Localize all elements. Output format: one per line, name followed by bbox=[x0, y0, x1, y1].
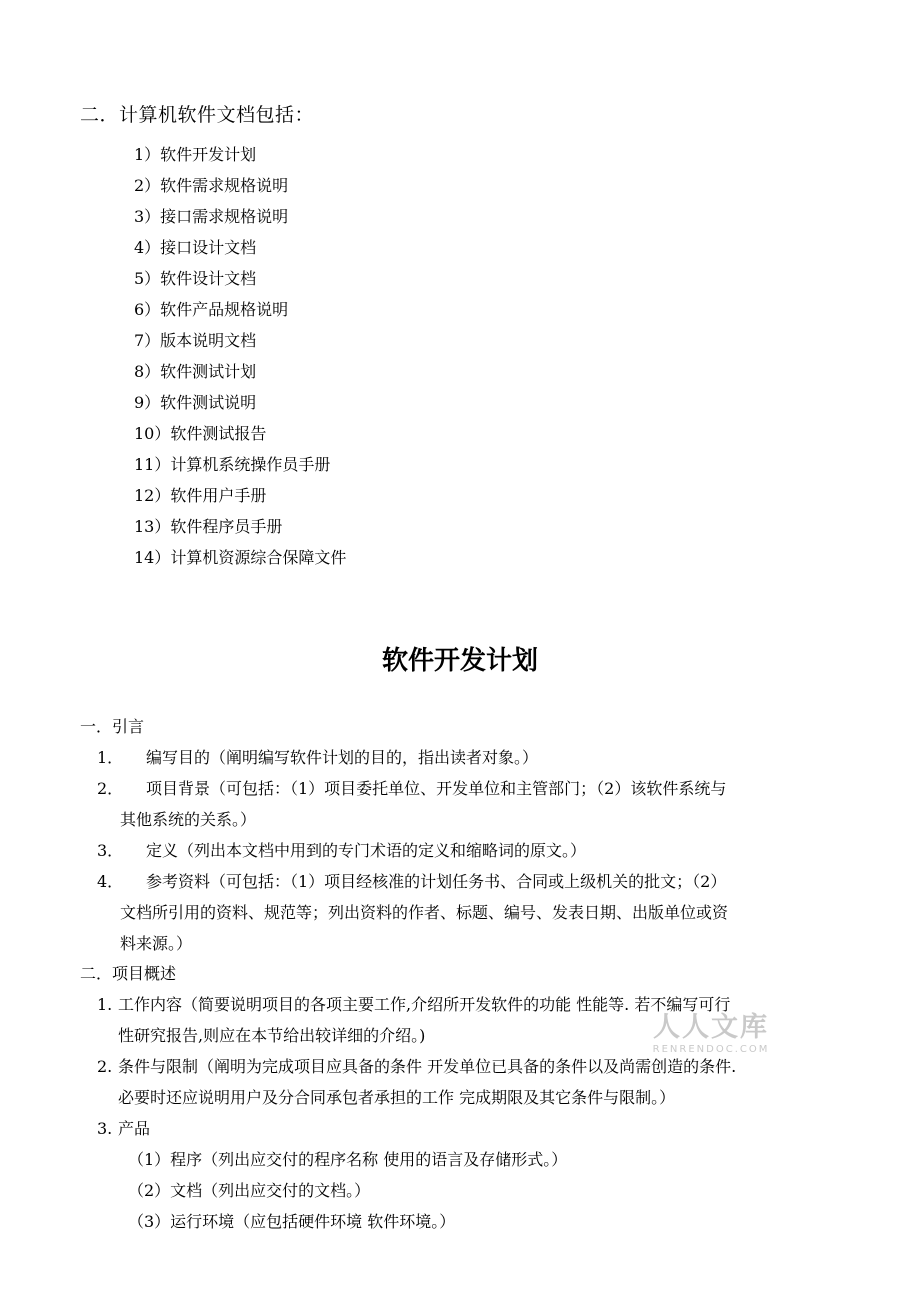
overview-item1-line1: 工作内容（简要说明项目的各项主要工作,介绍所开发软件的功能 性能等. 若不编写可行 bbox=[118, 995, 731, 1014]
intro-item1-number: 1． bbox=[97, 748, 124, 767]
overview-item1-line2: 性研究报告,则应在本节给出较详细的介绍。) bbox=[118, 1026, 426, 1045]
overview-item2-number: 2. bbox=[97, 1057, 113, 1076]
intro-item2-line2: 其他系统的关系。） bbox=[120, 810, 257, 829]
document-list bbox=[134, 142, 346, 576]
intro-item2-number: 2． bbox=[97, 779, 124, 798]
watermark-text: 人人文库 bbox=[653, 1012, 769, 1043]
list-item: 10）软件测试报告 bbox=[134, 424, 267, 443]
list-item: 2）软件需求规格说明 bbox=[134, 176, 289, 195]
intro-item3-number: 3． bbox=[97, 841, 124, 860]
watermark-subtext: RENRENDOC.COM bbox=[652, 1044, 770, 1055]
watermark-logo bbox=[646, 1012, 776, 1056]
intro-item3-text: 定义（列出本文档中用到的专门术语的定义和缩略词的原文。） bbox=[146, 841, 587, 860]
overview-item3-text: 产品 bbox=[118, 1119, 151, 1138]
intro-item4-line3: 料来源。） bbox=[120, 934, 193, 953]
overview-heading: 二．项目概述 bbox=[80, 964, 177, 983]
list-item: 1）软件开发计划 bbox=[134, 145, 257, 164]
list-item: 13）软件程序员手册 bbox=[134, 517, 283, 536]
overview-item3-number: 3. bbox=[97, 1119, 113, 1138]
intro-item2-line1: 项目背景（可包括：（1）项目委托单位、开发单位和主管部门；（2）该软件系统与 bbox=[146, 779, 727, 798]
intro-heading: 一．引言 bbox=[80, 717, 145, 736]
list-item: 11）计算机系统操作员手册 bbox=[134, 455, 331, 474]
list-item: 5）软件设计文档 bbox=[134, 269, 257, 288]
list-item: 4）接口设计文档 bbox=[134, 238, 257, 257]
list-item: 9）软件测试说明 bbox=[134, 393, 257, 412]
overview-item2-line1: 条件与限制（阐明为完成项目应具备的条件 开发单位已具备的条件以及尚需创造的条件. bbox=[118, 1057, 737, 1076]
overview-item1-number: 1. bbox=[97, 995, 113, 1014]
overview-item2-line2: 必要时还应说明用户及分合同承包者承担的工作 完成期限及其它条件与限制。） bbox=[118, 1088, 676, 1107]
product-item-environment: （3）运行环境（应包括硬件环境 软件环境。） bbox=[128, 1212, 456, 1231]
intro-item4-line2: 文档所引用的资料、规范等；列出资料的作者、标题、编号、发表日期、出版单位或资 bbox=[120, 903, 729, 922]
list-item: 6）软件产品规格说明 bbox=[134, 300, 289, 319]
list-item: 3）接口需求规格说明 bbox=[134, 207, 289, 226]
product-item-program: （1）程序（列出应交付的程序名称 使用的语言及存储形式。） bbox=[128, 1150, 568, 1169]
list-item: 8）软件测试计划 bbox=[134, 362, 257, 381]
section-two-heading: 二．计算机软件文档包括： bbox=[80, 104, 315, 126]
list-item: 12）软件用户手册 bbox=[134, 486, 267, 505]
plan-title: 软件开发计划 bbox=[381, 646, 538, 676]
list-item: 14）计算机资源综合保障文件 bbox=[134, 548, 347, 567]
list-item: 7）版本说明文档 bbox=[134, 331, 257, 350]
product-item-document: （2）文档（列出应交付的文档。） bbox=[128, 1181, 371, 1200]
intro-item4-number: 4． bbox=[97, 872, 124, 891]
intro-item4-line1: 参考资料（可包括：（1）项目经核准的计划任务书、合同或上级机关的批文；（2） bbox=[146, 872, 727, 891]
intro-item1-text: 编写目的（阐明编写软件计划的目的，指出读者对象。） bbox=[146, 748, 539, 767]
